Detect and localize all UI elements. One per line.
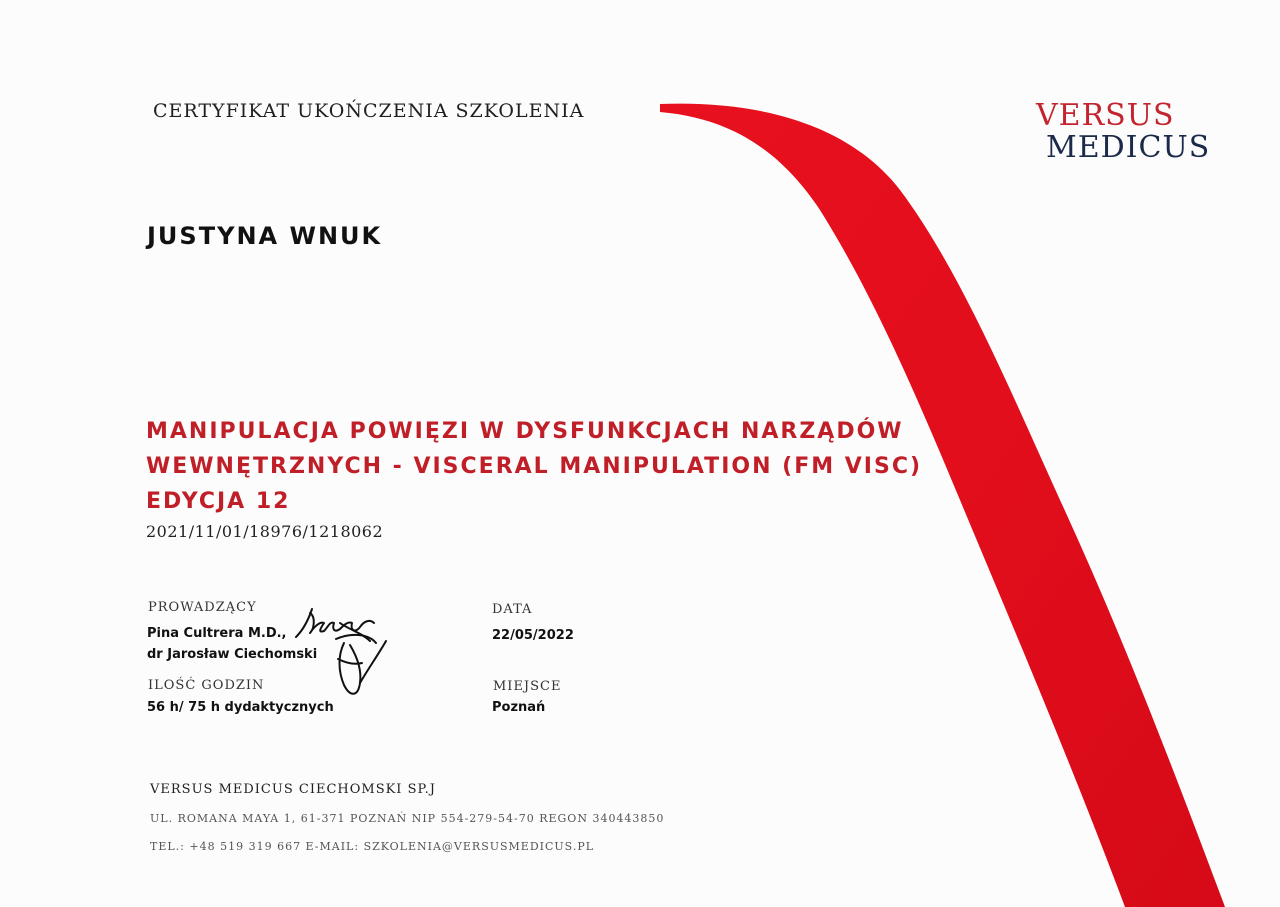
hours-value: 56 h/ 75 h dydaktycznych — [147, 700, 334, 715]
certificate-title: CERTYFIKAT UKOŃCZENIA SZKOLENIA — [153, 100, 585, 122]
company-contact: TEL.: +48 519 319 667 E-MAIL: SZKOLENIA@VERSUSMEDICUS.PL — [150, 840, 595, 853]
date-label: DATA — [492, 602, 533, 617]
course-title — [146, 414, 922, 519]
course-title-line-1: MANIPULACJA POWIĘZI W DYSFUNKCJACH NARZĄDÓW — [146, 419, 904, 444]
versus-medicus-logo — [1030, 100, 1210, 164]
company-name: VERSUS MEDICUS CIECHOMSKI SP.J — [150, 782, 436, 797]
certificate-number: 2021/11/01/18976/1218062 — [146, 522, 384, 541]
hours-label: ILOŚĆ GODZIN — [148, 678, 265, 693]
logo-line-medicus: MEDICUS — [1046, 130, 1211, 165]
instructors-label: PROWADZĄCY — [148, 600, 257, 615]
course-title-line-2: WEWNĘTRZNYCH - VISCERAL MANIPULATION (FM VISC) — [146, 454, 923, 479]
instructor-1: Pina Cultrera M.D., — [147, 626, 287, 641]
place-label: MIEJSCE — [493, 679, 562, 694]
logo-line-versus: VERSUS — [1036, 98, 1175, 133]
instructor-2: dr Jarosław Ciechomski — [147, 647, 318, 662]
handwritten-signature — [290, 603, 400, 703]
course-edition: EDYCJA 12 — [146, 489, 291, 514]
participant-name: JUSTYNA WNUK — [147, 222, 383, 250]
company-address: UL. ROMANA MAYA 1, 61-371 POZNAŃ NIP 554-279-54-70 REGON 340443850 — [150, 812, 665, 825]
place-value: Poznań — [492, 700, 546, 715]
date-value: 22/05/2022 — [492, 628, 574, 643]
